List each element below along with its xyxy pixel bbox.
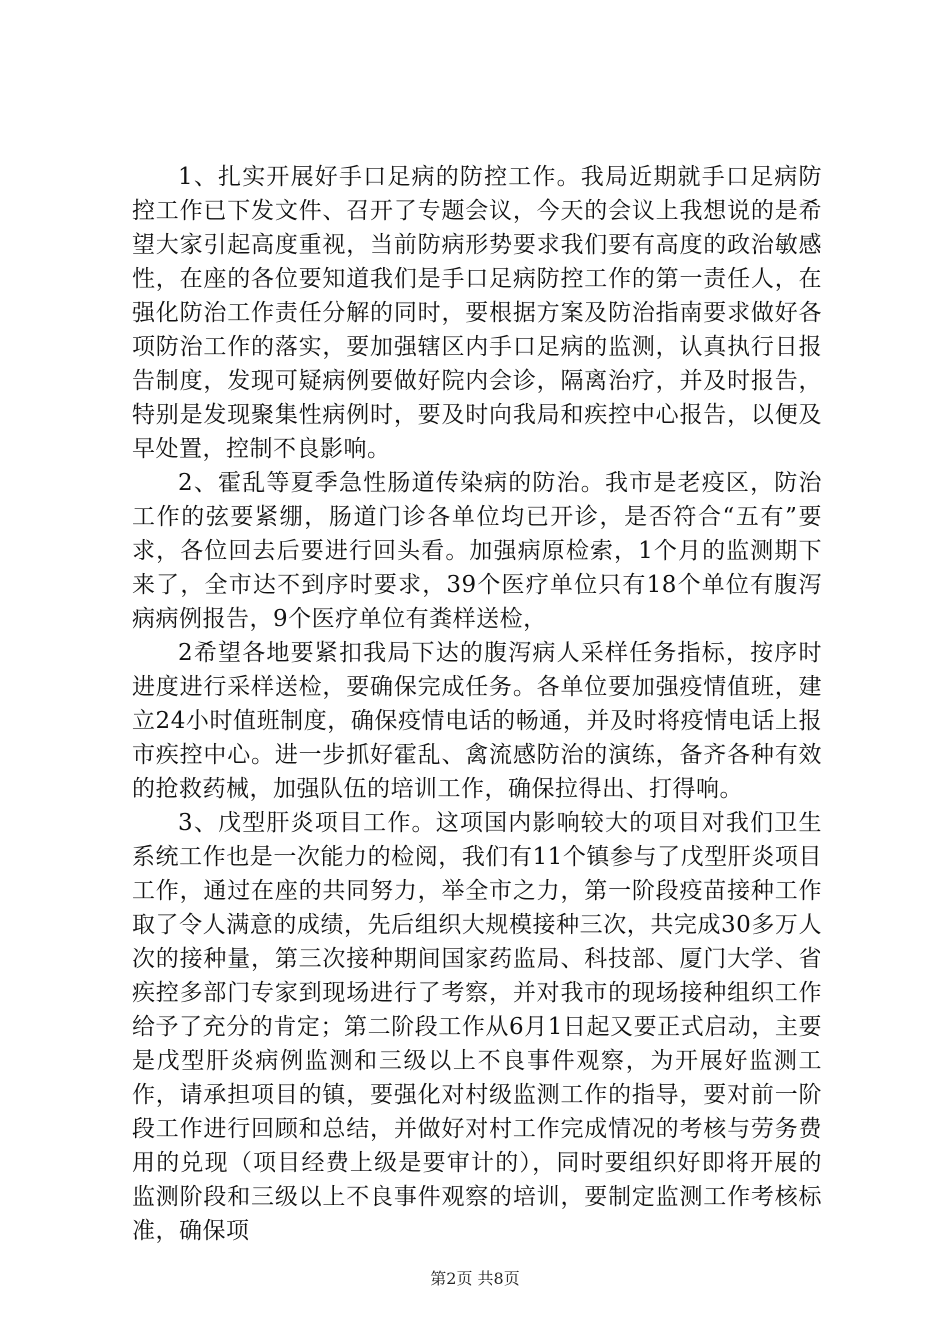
- page-number-footer: 第2页 共8页: [430, 1269, 520, 1288]
- paragraph-2: 2、霍乱等夏季急性肠道传染病的防治。我市是老疫区，防治工作的弦要紧绷，肠道门诊各单位均已开诊，是否符合“五有”要求，各位回去后要进行回头看。加强病原检索，1个月的监测期下来了，全市达不到序时要求，39个医疗单位只有18个单位有腹泻病病例报告，9个医疗单位有粪样送检，: [132, 470, 822, 632]
- paragraph-3: 2希望各地要紧扣我局下达的腹泻病人采样任务指标，按序时进度进行采样送检，要确保完成任务。各单位要加强疫情值班，建立24小时值班制度，确保疫情电话的畅通，并及时将疫情电话上报市疾控中心。进一步抓好霍乱、禽流感防治的演练，备齐各种有效的抢救药械，加强队伍的培训工作，确保拉得出、打得响。: [132, 640, 822, 802]
- paragraph-1: 1、扎实开展好手口足病的防控工作。我局近期就手口足病防控工作已下发文件、召开了专题会议，今天的会议上我想说的是希望大家引起高度重视，当前防病形势要求我们要有高度的政治敏感性，在座的各位要知道我们是手口足病防控工作的第一责任人，在强化防治工作责任分解的同时，要根据方案及防治指南要求做好各项防治工作的落实，要加强辖区内手口足病的监测，认真执行日报告制度，发现可疑病例要做好院内会诊，隔离治疗，并及时报告，特别是发现聚集性病例时，要及时向我局和疾控中心报告，以便及早处置，控制不良影响。: [132, 164, 822, 462]
- body-text: [132, 160, 822, 1248]
- paragraph-4: 3、戊型肝炎项目工作。这项国内影响较大的项目对我们卫生系统工作也是一次能力的检阅，我们有11个镇参与了戊型肝炎项目工作，通过在座的共同努力，举全市之力，第一阶段疫苗接种工作取了令人满意的成绩，先后组织大规模接种三次，共完成30多万人次的接种量，第三次接种期间国家药监局、科技部、厦门大学、省疾控多部门专家到现场进行了考察，并对我市的现场接种组织工作给予了充分的肯定；第二阶段工作从6月1日起又要正式启动，主要是戊型肝炎病例监测和三级以上不良事件观察，为开展好监测工作，请承担项目的镇，要强化对村级监测工作的指导，要对前一阶段工作进行回顾和总结，并做好对村工作完成情况的考核与劳务费用的兑现（项目经费上级是要审计的），同时要组织好即将开展的监测阶段和三级以上不良事件观察的培训，要制定监测工作考核标准，确保项: [132, 810, 822, 1244]
